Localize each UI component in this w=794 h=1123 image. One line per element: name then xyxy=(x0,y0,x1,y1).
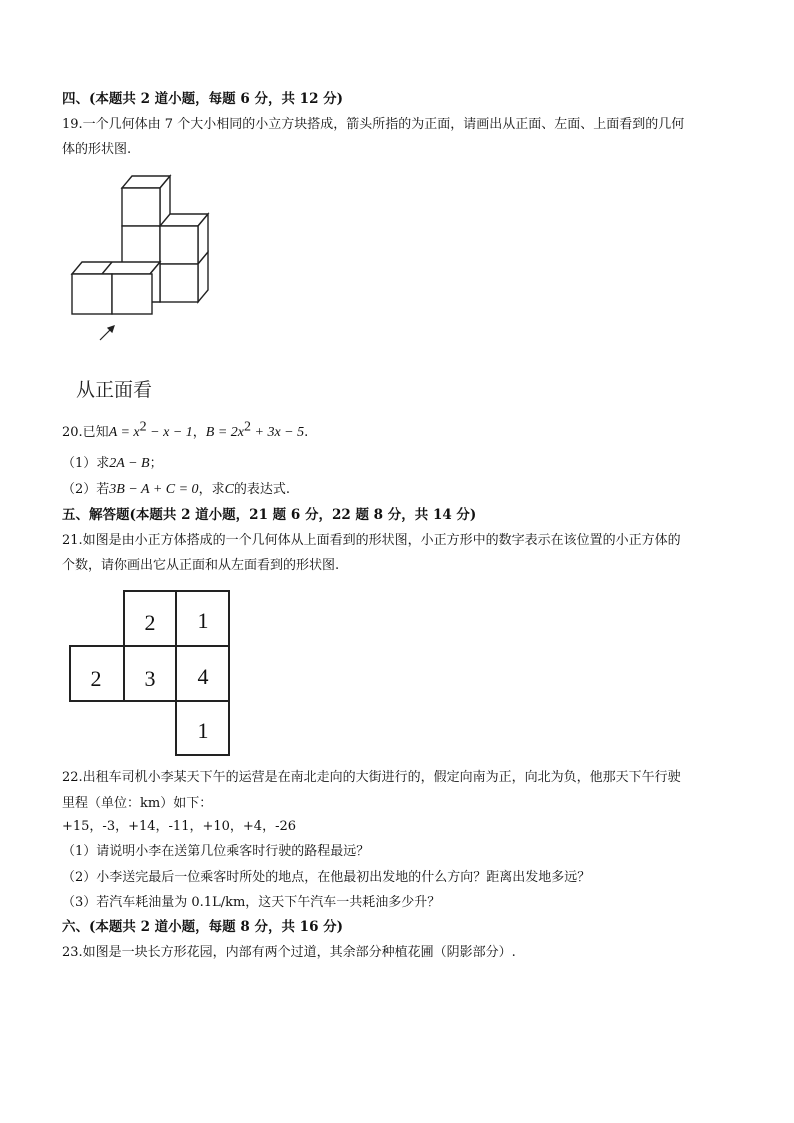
q20-a-rest: − x − 1 xyxy=(146,425,193,440)
figure-caption: 从正面看 xyxy=(76,379,153,401)
q20-statement xyxy=(62,419,309,442)
q21-text-line2: 个数，请你画出它从正面和从左面看到的形状图. xyxy=(62,558,340,573)
q20-part1-expr: 2A − B xyxy=(109,456,150,471)
q22-part3: （3）若汽车耗油量为 0.1L/km，这天下午汽车一共耗油多少升？ xyxy=(62,895,441,910)
q20-b-exp: 2 xyxy=(244,419,251,435)
q23-text-line1: 23.如图是一块长方形花园，内部有两个过道，其余部分种植花圃（阴影部分）. xyxy=(62,945,516,960)
q20-part2-var: C xyxy=(224,482,234,497)
q20-part2 xyxy=(62,481,290,499)
cube-top-face xyxy=(72,262,160,274)
cube-front-face xyxy=(112,274,152,314)
q20-part2-mid: ，求 xyxy=(198,482,225,497)
q20-a-expr: A = x xyxy=(108,425,140,440)
q22-text-line2: 里程（单位：km）如下： xyxy=(62,796,213,811)
grid-number: 3 xyxy=(144,666,156,691)
cube-front-face xyxy=(160,264,198,302)
q20-part2-expr: 3B − A + C = 0 xyxy=(109,482,199,497)
q20-b-rest: + 3x − 5 xyxy=(251,425,305,440)
front-arrow-icon xyxy=(100,326,114,340)
q22-text-line1: 22.出租车司机小李某天下午的运营是在南北走向的大街进行的，假定向南为正，向北为负，他那天下午行驶 xyxy=(62,770,681,785)
q20-sep: ， xyxy=(192,425,206,440)
cube-front-face xyxy=(72,274,112,314)
q22-part1: （1）请说明小李在送第几位乘客时行驶的路程最远？ xyxy=(62,844,370,859)
cube-front-face xyxy=(122,188,160,226)
q20-end: . xyxy=(304,425,309,440)
section-6-heading: 六、(本题共 2 道小题，每题 8 分，共 16 分) xyxy=(62,919,344,935)
section-4-heading: 四、(本题共 2 道小题，每题 6 分，共 12 分) xyxy=(62,91,344,107)
grid-number: 4 xyxy=(197,664,209,689)
q19-text-line1: 19.一个几何体由 7 个大小相同的小立方块搭成，箭头所指的为正面，请画出从正面、左面、上面看到的几何 xyxy=(62,117,685,132)
grid-number: 1 xyxy=(197,718,209,743)
q20-prefix: 20.已知 xyxy=(62,425,109,440)
cube-front-face xyxy=(160,226,198,264)
grid-number: 2 xyxy=(144,610,156,635)
q20-part1-end: ； xyxy=(149,456,163,471)
q20-part1-prefix: （1）求 xyxy=(62,456,110,471)
cube-stack-figure xyxy=(64,168,224,348)
q22-data: +15，-3，+14，-11，+10，+4，-26 xyxy=(62,819,297,834)
q20-part2-prefix: （2）若 xyxy=(62,482,110,497)
cube-front-face xyxy=(122,226,160,264)
q20-part2-end: 的表达式. xyxy=(233,482,291,497)
q21-text-line1: 21.如图是由小正方体搭成的一个几何体从上面看到的形状图，小正方形中的数字表示在该位置的小正方体的 xyxy=(62,533,681,548)
q20-part1 xyxy=(62,455,163,473)
grid-number: 2 xyxy=(90,666,102,691)
q20-b-expr: B = 2x xyxy=(205,425,244,440)
section-5-heading: 五、解答题(本题共 2 道小题，21 题 6 分，22 题 8 分，共 14 分) xyxy=(62,507,477,523)
q20-a-exp: 2 xyxy=(139,419,147,435)
grid-number: 1 xyxy=(197,608,209,633)
q22-part2: （2）小李送完最后一位乘客时所处的地点，在他最初出发地的什么方向？距离出发地多远？ xyxy=(62,870,591,885)
q19-text-line2: 体的形状图. xyxy=(62,142,132,157)
